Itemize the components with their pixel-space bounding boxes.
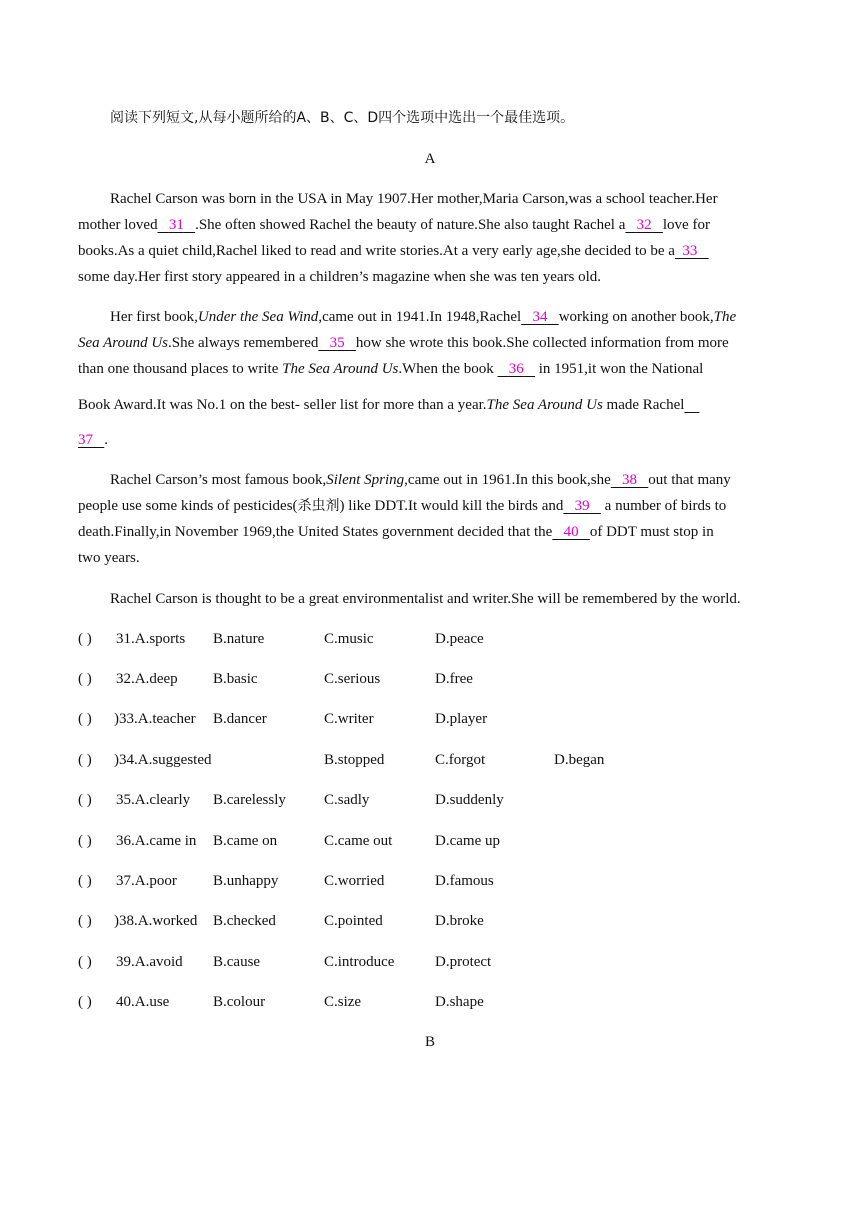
option-a: 37.A.poor [116,873,177,889]
option-b: B.unhappy [213,873,279,889]
option-b: B.basic [213,671,258,687]
p2-line2 [78,333,784,353]
p2-text: .She always remembered [168,335,319,351]
p2-line3 [78,359,784,379]
p3-line1 [110,470,784,490]
blank-36-number: 36 [508,361,524,377]
p3-line4 [78,548,784,568]
p2-text: Her first book, [110,309,198,325]
section-b-heading: B [424,1034,435,1050]
p3-text: people use some kinds of pesticides( [78,498,298,514]
blank-35-number: 35 [329,335,345,351]
p2-text: .When the book [398,361,494,377]
p3-text: two years. [78,550,140,566]
p1-text: .She often showed Rachel the beauty of nature.She also taught Rachel a [195,217,626,233]
option-c: C.introduce [324,954,395,970]
p3-line2 [78,496,784,516]
p2-text: . [104,432,108,448]
option-c: C.worried [324,873,385,889]
option-c: C.serious [324,671,381,687]
answer-parentheses: ( ) [78,792,92,808]
option-a: 31.A.sports [116,631,186,647]
blank-33-number: 33 [682,243,698,259]
blank-37-number: 37 [78,432,93,448]
blank-34 [521,309,559,325]
option-b: B.stopped [324,752,385,768]
instruction [110,108,784,128]
p3-text: a number of birds to [604,498,727,514]
answer-parentheses: ( ) [78,913,92,929]
option-d: D.player [435,711,488,727]
p1-line3 [78,241,784,261]
p2-text: Book Award.It was No.1 on the best- seller list for more than a year. [78,397,487,413]
option-c: C.forgot [435,752,486,768]
option-d: D.famous [435,873,494,889]
blank-32-number: 32 [636,217,652,233]
p2-line1 [110,307,784,327]
blank-38 [611,472,649,488]
p1-text: mother loved [78,217,158,233]
p3-line3 [78,522,784,542]
p1-line4 [78,267,784,287]
answer-parentheses: ( ) [78,994,92,1010]
answer-parentheses: ( ) [78,631,92,647]
p3-chinese-gloss: 杀虫剂 [297,498,340,514]
option-d: D.peace [435,631,484,647]
p3-text: ) like DDT.It would kill the birds and [339,498,564,514]
option-d: D.free [435,671,473,687]
blank-31-number: 31 [168,217,184,233]
p2-line4 [78,395,784,415]
blank-33 [675,243,709,259]
blank-35 [318,335,356,351]
p1-text: books.As a quiet child,Rachel liked to read and write stories.At a very early age,she decided to be a [78,243,675,259]
blank-40-number: 40 [563,524,579,540]
option-a: )38.A.worked [114,913,198,929]
answer-parentheses: ( ) [78,873,92,889]
option-b: B.dancer [213,711,267,727]
blank-37-underline [684,397,699,413]
p2-text: made Rachel [602,397,685,413]
option-b: B.checked [213,913,276,929]
p2-line5 [78,430,784,450]
p3-text: of DDT must stop in [589,524,714,540]
option-a: 40.A.use [116,994,170,1010]
blank-36 [498,361,536,377]
p3-text: Rachel Carson’s most famous book, [110,472,327,488]
option-d: D.suddenly [435,792,504,808]
blank-31 [158,217,196,233]
book-title: Under the Sea Wind [197,309,319,325]
option-a: 36.A.came in [116,833,197,849]
blank-39 [563,498,601,514]
option-d: D.shape [435,994,484,1010]
answer-parentheses: ( ) [78,833,92,849]
answer-parentheses: ( ) [78,954,92,970]
section-a-heading: A [424,151,436,167]
option-b: B.colour [213,994,266,1010]
p3-text: out that many [648,472,731,488]
blank-40 [552,524,590,540]
option-c: C.came out [324,833,393,849]
option-b: B.carelessly [213,792,286,808]
blank-32 [625,217,663,233]
option-c: C.sadly [324,792,370,808]
blank-34-number: 34 [532,309,548,325]
p1-text: some day.Her first story appeared in a children’s magazine when she was ten years old. [78,269,602,285]
option-d: D.protect [435,954,492,970]
option-a: 35.A.clearly [116,792,191,808]
answer-parentheses: ( ) [78,711,92,727]
p3-text: ,came out in 1961.In this book,she [404,472,611,488]
p4-line1 [110,589,784,609]
instruction-text: 阅读下列短文,从每小题所给的A、B、C、D四个选项中选出一个最佳选项。 [110,110,575,126]
option-c: C.size [324,994,362,1010]
option-a: 32.A.deep [116,671,178,687]
p2-text: ,came out in 1941.In 1948,Rachel [318,309,522,325]
answer-parentheses: ( ) [78,752,92,768]
p3-text: death.Finally,in November 1969,the United States government decided that the [78,524,553,540]
book-title: The [713,309,737,325]
option-a: )34.A.suggested [114,752,212,768]
blank-37 [78,432,104,448]
option-c: C.pointed [324,913,383,929]
book-title: The Sea Around Us [282,361,399,377]
p1-line1 [110,189,784,209]
option-d: D.came up [435,833,500,849]
book-title: Sea Around Us [78,335,168,351]
p2-text: than one thousand places to write [78,361,283,377]
p4-text: Rachel Carson is thought to be a great environmentalist and writer.She will be remembered by the world. [110,591,741,607]
book-title: The Sea Around Us [486,397,603,413]
option-a: )33.A.teacher [114,711,196,727]
option-c: C.music [324,631,374,647]
p2-text: how she wrote this book.She collected information from more [355,335,729,351]
p1-text: love for [662,217,710,233]
book-title: Silent Spring [326,472,405,488]
option-a: 39.A.avoid [116,954,183,970]
p2-text: working on another book, [558,309,714,325]
answer-parentheses: ( ) [78,671,92,687]
blank-39-number: 39 [574,498,590,514]
option-b: B.nature [213,631,265,647]
option-c: C.writer [324,711,374,727]
p1-line2 [78,215,784,235]
blank-38-number: 38 [622,472,638,488]
option-b: B.came on [213,833,278,849]
option-b: B.cause [213,954,261,970]
option-d: D.broke [435,913,484,929]
p1-text: Rachel Carson was born in the USA in May 1907.Her mother,Maria Carson,was a school teacher.Her [110,191,718,207]
option-d: D.began [554,752,605,768]
p2-text: in 1951,it won the National [538,361,704,377]
